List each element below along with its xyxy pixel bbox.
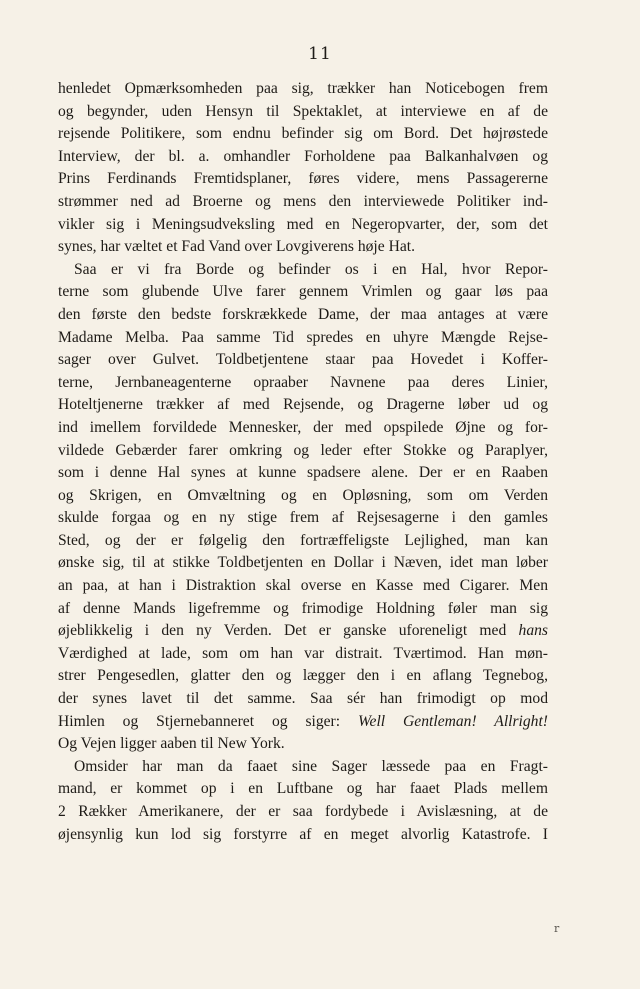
text-line-content: som i denne Hal synes at kunne spadsere alene. Der er en Raaben <box>58 464 548 482</box>
text-line <box>58 304 548 327</box>
text-line <box>58 462 548 485</box>
text-line-content: strømmer ned ad Broerne og mens den interviewede Politiker ind- <box>58 192 548 210</box>
text-line <box>58 101 548 124</box>
text-line-content: 2 Rækker Amerikanere, der er saa fordybede i Avislæsning, at de <box>58 803 548 820</box>
text-line <box>58 440 548 463</box>
text-line-content: an paa, at han i Distraktion skal overse en Kasse med Cigarer. Men <box>58 577 548 595</box>
text-line <box>58 507 548 530</box>
text-line <box>58 778 548 801</box>
text-line <box>58 756 548 779</box>
text-line-content: øjeblikkelig i den ny Verden. Det er ganske uforeneligt med <box>58 622 519 640</box>
text-line-content: mand, er kommet op i en Luftbane og har faaet Plads mellem <box>58 780 548 798</box>
body-text <box>58 78 548 846</box>
text-line <box>58 530 548 553</box>
text-line <box>58 259 548 282</box>
text-line <box>58 214 548 237</box>
text-line <box>58 281 548 304</box>
text-line-content: skulde forgaa og en ny stige frem af Rejsesagerne i den gamles <box>58 509 548 527</box>
page-number: 11 <box>308 44 332 64</box>
text-line <box>58 78 548 101</box>
emphasized-text: Well Gentleman! Allright! <box>358 712 548 730</box>
text-line-content: Omsider har man da faaet sine Sager læssede paa en Fragt- <box>74 757 548 775</box>
text-line <box>58 643 548 666</box>
text-line <box>58 417 548 440</box>
text-line-content: terne som glubende Ulve farer gennem Vrimlen og gaar løs paa <box>58 283 548 301</box>
text-line-content: Saa er vi fra Borde og befinder os i en Hal, hvor Repor- <box>74 260 548 278</box>
text-line-content: Hoteltjenerne trækker af med Rejsende, og Dragerne løber ud og <box>58 396 548 414</box>
text-line-content: Madame Melba. Paa samme Tid spredes en uhyre Mængde Rejse- <box>58 328 548 346</box>
text-line <box>58 620 548 643</box>
text-line <box>58 575 548 598</box>
text-line <box>58 168 548 191</box>
text-line-content: synes, har væltet et Fad Vand over Lovgiverens høje Hat. <box>58 238 415 256</box>
text-line <box>58 801 548 824</box>
text-line <box>58 552 548 575</box>
text-line <box>58 349 548 372</box>
text-line-content: henledet Opmærksomheden paa sig, trækker han Noticebogen frem <box>58 80 548 97</box>
text-line-content: Interview, der bl. a. omhandler Forholdene paa Balkanhalvøen og <box>58 147 548 165</box>
text-line <box>58 485 548 508</box>
text-line-content: ind imellem forvildede Mennesker, der med opspilede Øjne og for- <box>58 418 548 436</box>
text-line-content: og Skrigen, en Omvæltning og en Opløsning, som om Verden <box>58 486 548 504</box>
text-line-content: Sted, og der er følgelig den fortræffeligste Lejlighed, man kan <box>58 531 548 549</box>
text-line <box>58 688 548 711</box>
text-line-content: og begynder, uden Hensyn til Spektaklet, at interviewe en af de <box>58 102 548 120</box>
text-line <box>58 327 548 350</box>
text-line-content: vikler sig i Meningsudveksling med en Negeropvarter, der, som det <box>58 215 548 233</box>
text-line-content: rejsende Politikere, som endnu befinder sig om Bord. Det højrøstede <box>58 125 548 143</box>
text-line <box>58 824 548 847</box>
text-line-content: der synes lavet til det samme. Saa sér han frimodigt op mod <box>58 690 548 708</box>
text-line-content: af denne Mands ligefremme og frimodige Holdning føler man sig <box>58 599 548 617</box>
text-line-content: Og Vejen ligger aaben til New York. <box>58 735 285 753</box>
text-line-content: øjensynlig kun lod sig forstyrre af en meget alvorlig Katastrofe. I <box>58 825 548 843</box>
text-line <box>58 394 548 417</box>
text-line-content: vildede Gebærder farer omkring og leder efter Stokke og Paraplyer, <box>58 441 548 459</box>
text-line <box>58 146 548 169</box>
text-line <box>58 598 548 621</box>
text-line-content: Prins Ferdinands Fremtidsplaner, føres videre, mens Passagererne <box>58 170 548 188</box>
text-line-content: ønske sig, til at stikke Toldbetjenten en Dollar i Næven, idet man løber <box>58 554 548 572</box>
text-line-content: terne, Jernbaneagenterne opraaber Navnene paa deres Linier, <box>58 373 548 391</box>
text-line-content: strer Pengesedlen, glatter den og lægger den i en aflang Tegnebog, <box>58 667 548 685</box>
text-line-content: den første den bedste forskrækkede Dame, der maa antages at være <box>58 305 548 323</box>
text-line <box>58 191 548 214</box>
text-line <box>58 733 548 756</box>
text-line <box>58 711 548 734</box>
emphasized-text: hans <box>518 622 548 640</box>
text-line <box>58 372 548 395</box>
stray-mark: r <box>554 922 560 935</box>
text-line <box>58 236 548 259</box>
text-line-content: Himlen og Stjernebanneret og siger: <box>58 712 358 730</box>
text-line-content: sager over Gulvet. Toldbetjentene staar paa Hovedet i Koffer- <box>58 351 548 369</box>
text-line <box>58 123 548 146</box>
text-line-content: Værdighed at lade, som om han var distrait. Tværtimod. Han møn- <box>58 644 548 662</box>
text-line <box>58 665 548 688</box>
